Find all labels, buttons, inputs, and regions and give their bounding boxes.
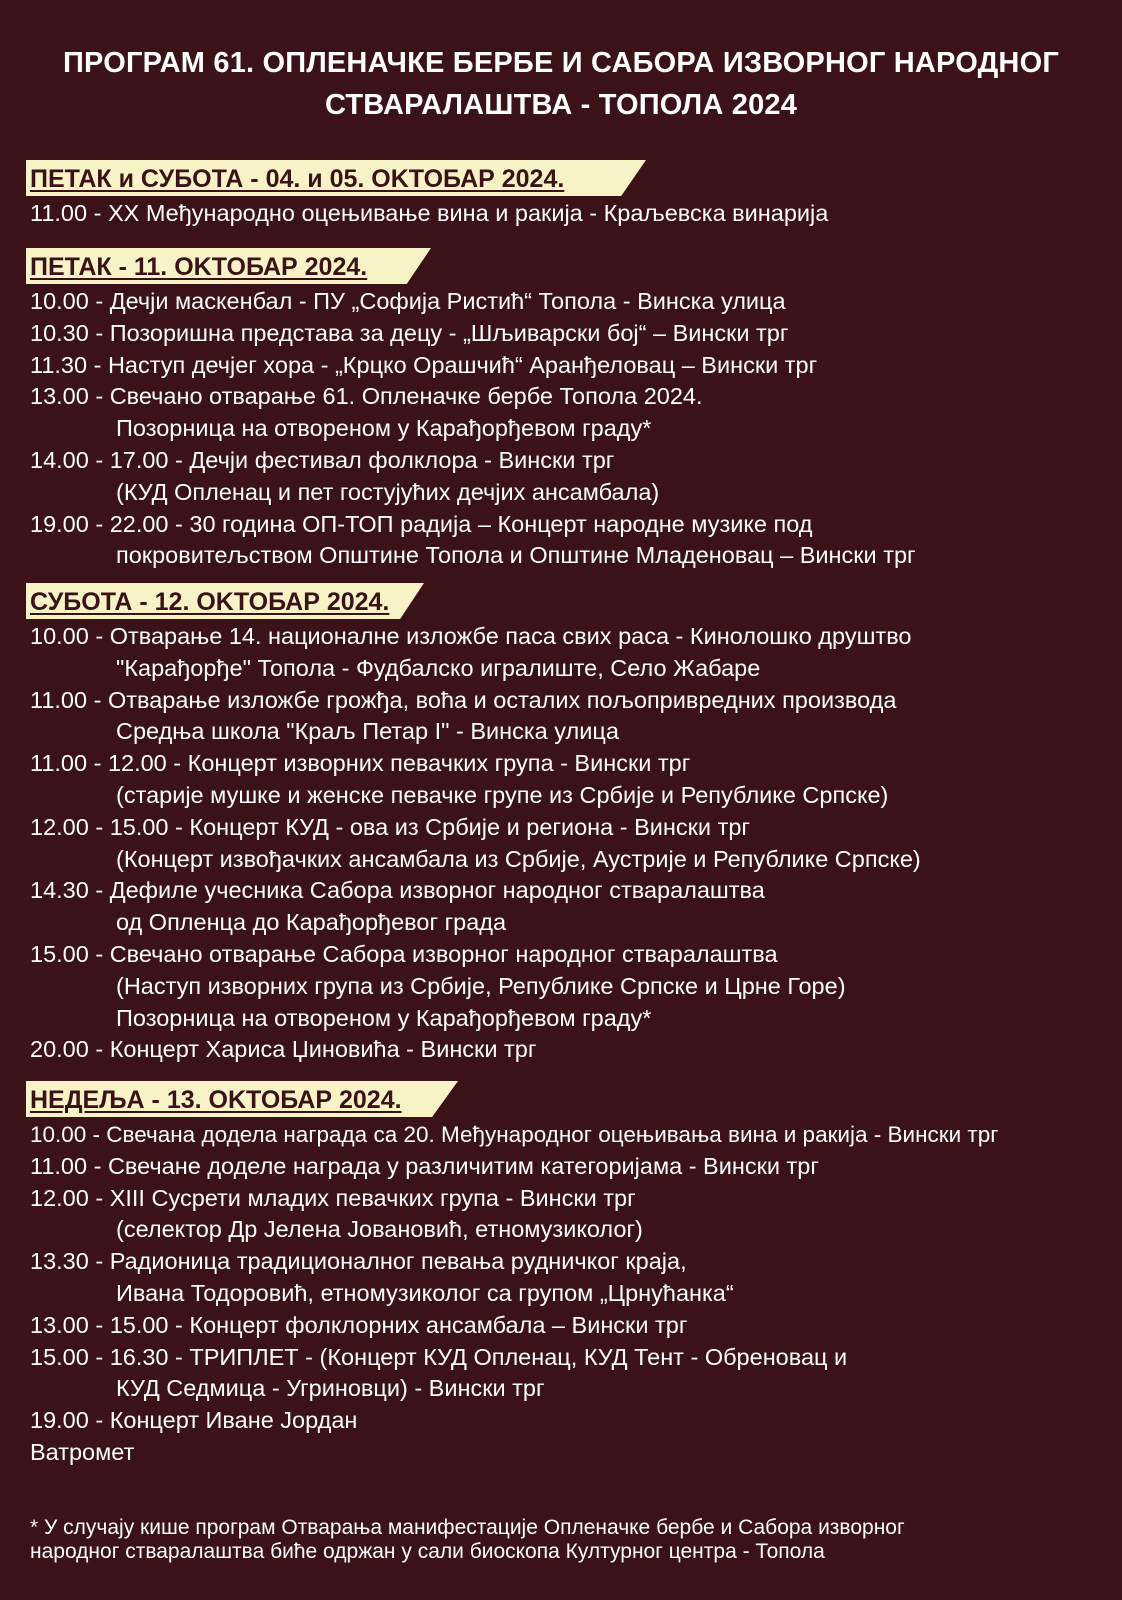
event-text: 10.30 - Позоришна представа за децу - „Шљиварски бој“ – Вински трг [30, 319, 789, 346]
event-text: 19.00 - Концерт Иване Јордан [30, 1407, 358, 1434]
event-text-continued: КУД Седмица - Угриновци) - Вински трг [116, 1375, 545, 1402]
event-text: 13.30 - Радионица традиционалног певања рудничког краја, [30, 1248, 687, 1275]
event-text: 11.00 - Свечане доделе награда у различитим категоријама - Вински трг [30, 1152, 819, 1179]
event-text: 11.00 - 12.00 - Концерт изворних певачких група - Вински трг [30, 750, 691, 777]
day-heading: ПЕТАК и СУБОТА - 04. и 05. OKTOБАР 2024. [30, 165, 565, 193]
event-text-continued: (старије мушке и женске певачке групе из Србије и Републике Српске) [116, 781, 889, 808]
event-text: 13.00 - 15.00 - Концерт фолклорних ансамбала – Вински трг [30, 1311, 688, 1338]
event-text-continued: (КУД Опленац и пет гостујућих дечјих ансамбала) [116, 478, 660, 505]
day-section-1 [0, 160, 1122, 230]
event-text-continued: покровитељством Општине Топола и Општине Младеновац – Вински трг [116, 542, 916, 569]
event-item [0, 286, 1122, 318]
event-text: 14.30 - Дефиле учесника Сабора изворног народног стваралаштва [30, 877, 765, 904]
footnote-line-2: народног стваралаштва биће одржан у сали биоскопа Културног центра - Топола [30, 1540, 825, 1563]
event-item [0, 1310, 1122, 1342]
event-item [0, 1342, 1122, 1406]
event-text-continued: (Наступ изворних група из Србије, Републике Српске и Црне Горе) [116, 972, 846, 999]
event-text: 20.00 - Концерт Хариса Џиновића - Вински трг [30, 1036, 537, 1063]
event-item [0, 318, 1122, 350]
event-item [0, 509, 1122, 573]
event-item [0, 198, 1122, 230]
event-text: 13.00 - Свечано отварање 61. Опленачке бербе Топола 2024. [30, 383, 703, 410]
event-item [0, 381, 1122, 445]
event-text: 11.00 - Отварање изложбе грожђа, воћа и осталих пољопривредних производа [30, 686, 897, 713]
event-text: 11.00 - XX Међународно оцењивање вина и ракија - Краљевска винарија [30, 200, 829, 226]
title-line-2: СТВАРАЛАШТВА - ТОПОЛА 2024 [324, 89, 798, 121]
event-text: 10.00 - Дечји маскенбал - ПУ „Софија Ристић“ Топола - Винска улица [30, 288, 786, 314]
day-heading-banner [0, 248, 1122, 284]
event-item [0, 748, 1122, 812]
event-item [0, 1405, 1122, 1437]
day-heading-banner [0, 583, 1122, 619]
event-item [0, 1246, 1122, 1310]
page-title [0, 42, 1122, 126]
event-item [0, 875, 1122, 939]
event-item [0, 350, 1122, 382]
event-text: Ватромет [30, 1438, 135, 1465]
title-line-1: ПРОГРАМ 61. ОПЛЕНАЧКЕ БЕРБЕ И САБОРА ИЗВОРНОГ НАРОДНОГ [63, 47, 1059, 79]
event-text: 14.00 - 17.00 - Дечји фестивал фолклора - Вински трг [30, 446, 615, 473]
day-heading: НЕДЕЉА - 13. OKTOБАР 2024. [30, 1086, 402, 1114]
event-item [0, 1034, 1122, 1066]
day-section-3 [0, 583, 1122, 1066]
day-section-4 [0, 1081, 1122, 1469]
day-heading-banner [0, 160, 1122, 196]
event-text-continued: Позорница на отвореном у Карађорђевом граду* [116, 415, 652, 442]
event-text: 12.00 - XIII Сусрети младих певачких група - Вински трг [30, 1184, 636, 1211]
event-text: 12.00 - 15.00 - Концерт КУД - ова из Србије и региона - Вински трг [30, 813, 750, 840]
event-item [0, 1437, 1122, 1469]
event-text-continued: (селектор Др Јелена Јовановић, етномузиколог) [116, 1216, 643, 1243]
event-item [0, 685, 1122, 749]
day-heading: ПЕТАК - 11. OKTOБАР 2024. [30, 253, 368, 281]
event-list [0, 1119, 1122, 1469]
day-heading-banner [0, 1081, 1122, 1117]
event-text: 10.00 - Отварање 14. националне изложбе паса свих раса - Кинолошко друштво [30, 623, 912, 649]
event-text: 11.30 - Наступ дечјег хора - „Крцко Орашчић“ Аранђеловац – Вински трг [30, 351, 818, 378]
event-text: 19.00 - 22.00 - 30 година ОП-ТОП радија – Концерт народне музике под [30, 510, 813, 537]
day-section-2 [0, 248, 1122, 572]
event-list [0, 621, 1122, 1066]
event-text-continued: Ивана Тодоровић, етномузиколог са групом „Црнућанка“ [116, 1279, 734, 1306]
event-text: 10.00 - Свечана додела награда са 20. Међународног оцењивања вина и ракија - Вински трг [30, 1122, 999, 1147]
event-text-continued: Позорница на отвореном у Карађорђевом граду* [116, 1004, 652, 1031]
event-list [0, 286, 1122, 572]
event-list [0, 198, 1122, 230]
event-item [0, 939, 1122, 1034]
footnote-line-1: * У случају кише програм Отварања манифестације Опленачке бербе и Сабора изворног [30, 1516, 905, 1539]
event-text-continued: "Карађорђе" Топола - Фудбалско игралиште, Село Жабаре [116, 654, 761, 681]
event-item [0, 1119, 1122, 1151]
event-item [0, 621, 1122, 685]
event-item [0, 1151, 1122, 1183]
event-text: 15.00 - 16.30 - ТРИПЛЕТ - (Концерт КУД Опленац, КУД Тент - Обреновац и [30, 1343, 848, 1370]
day-heading: СУБОТА - 12. OKTOБАР 2024. [30, 588, 390, 616]
footnote [30, 1516, 905, 1564]
event-item [0, 445, 1122, 509]
event-text: 15.00 - Свечано отварање Сабора изворног народног стваралаштва [30, 940, 778, 967]
event-text-continued: (Концерт извођачких ансамбала из Србије, Аустрије и Републике Српске) [116, 845, 921, 872]
event-text-continued: Средња школа "Краљ Петар I" - Винска улица [116, 718, 619, 745]
event-text-continued: од Опленца до Карађорђевог града [116, 909, 507, 936]
event-item [0, 1183, 1122, 1247]
event-item [0, 812, 1122, 876]
